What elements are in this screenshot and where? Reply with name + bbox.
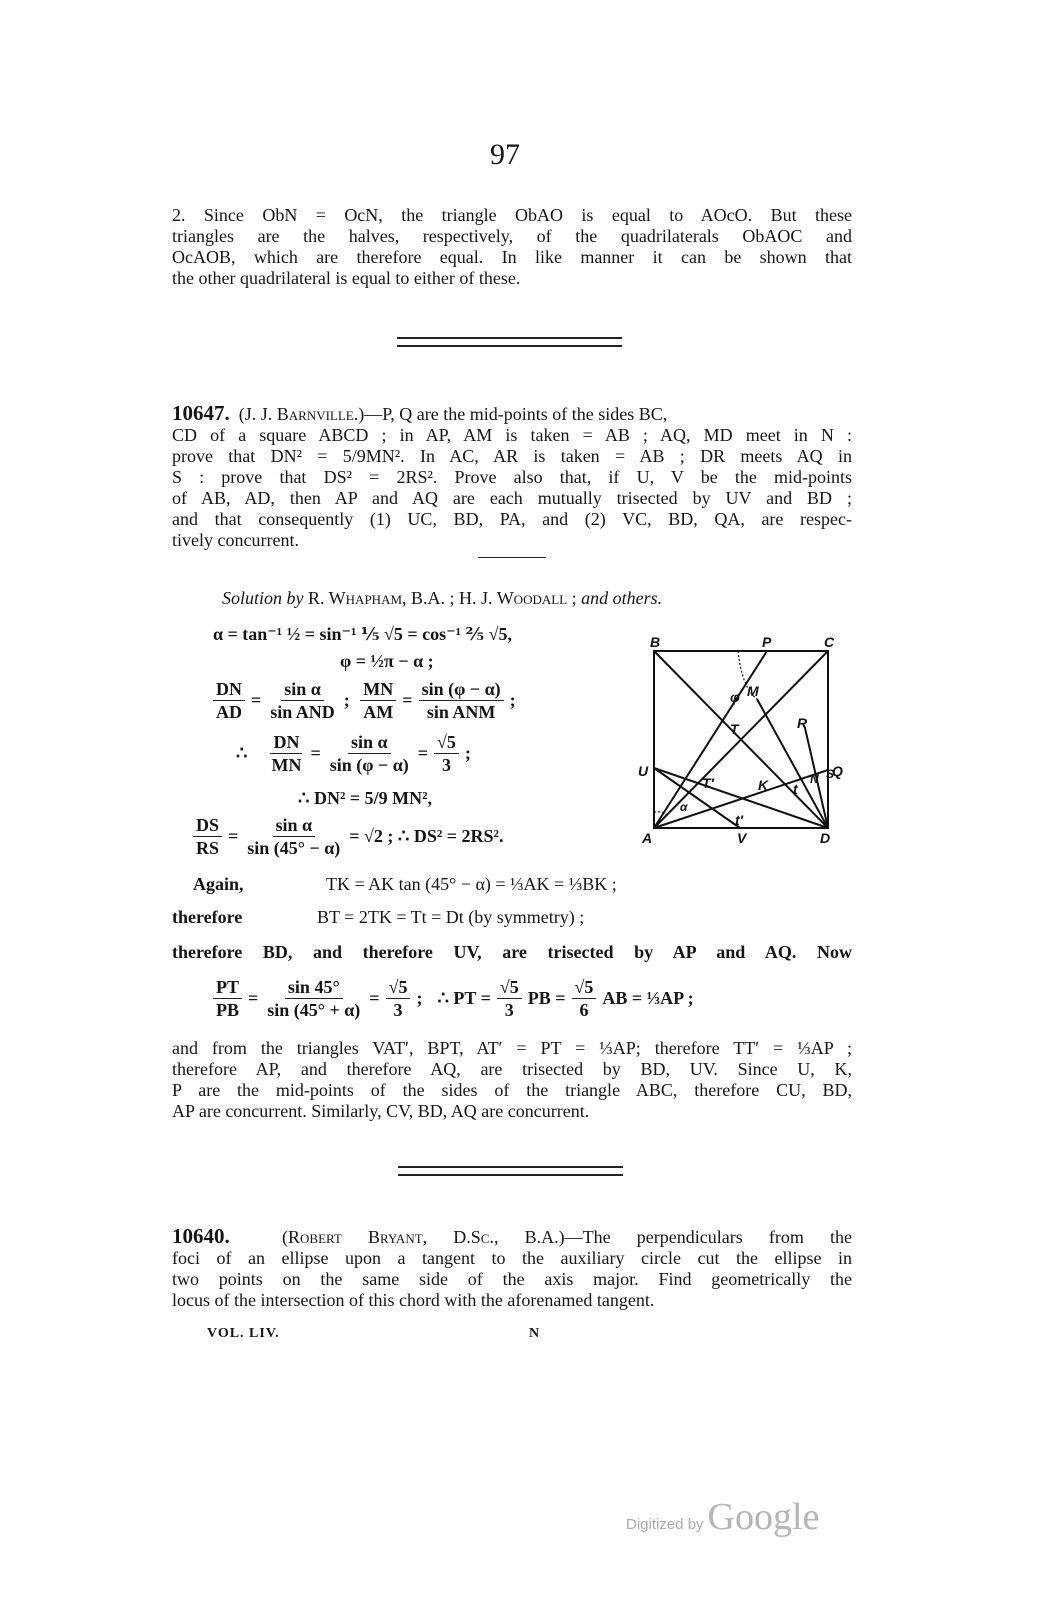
label-k: K xyxy=(758,777,769,793)
label-q: Q xyxy=(832,763,843,779)
solution-authors: R. Whapham, B.A. ; H. J. Woodall ; xyxy=(308,588,577,608)
denominator: sin (φ − α) xyxy=(329,755,409,775)
denominator: 3 xyxy=(393,1000,403,1020)
label-t-small-prime: t′ xyxy=(735,812,744,828)
label-b: B xyxy=(650,634,661,650)
section-divider xyxy=(397,337,622,347)
again-label: Again, xyxy=(193,874,244,894)
numerator: √5 xyxy=(386,976,411,999)
text-line: foci of an ellipse upon a tangent to the auxiliary circle cut the ellipse in xyxy=(172,1248,852,1268)
footer-volume: VOL. LIV. xyxy=(207,1326,280,1341)
denominator: 6 xyxy=(579,1000,589,1020)
denominator: RS xyxy=(196,838,220,858)
problem-10647 xyxy=(172,403,852,551)
footer-signature: N xyxy=(529,1326,541,1341)
numerator: √5 xyxy=(572,976,597,999)
label-p: P xyxy=(762,634,772,650)
line-md xyxy=(757,699,828,828)
problem-10640 xyxy=(172,1226,852,1311)
numerator: DN xyxy=(270,731,302,754)
equation-pt-pb: $\frac{PT}{PB}$ = $\frac{\sin 45^\circ}{\sin (45^\circ + \alpha)}$ = $\frac{√5}{3}$ ; ∴ PT = $\frac{√5}{3}$ PB = $\frac{√5}{6}$ AB = ⅓AP ; xyxy=(213,976,694,1021)
numerator: √5 xyxy=(434,731,459,754)
denominator: MN xyxy=(271,755,302,775)
label-a: A xyxy=(642,830,653,846)
page-number: 97 xyxy=(490,138,520,171)
label-m: M xyxy=(747,683,759,699)
text-line: locus of the intersection of this chord with the aforenamed tangent. xyxy=(172,1290,655,1310)
text-line: two points on the same side of the axis major. Find geometrically the xyxy=(172,1269,852,1289)
equation-ds-rs: $\frac{DS}{RS}$ = $\frac{\text{sin α}}{\sin (45^\circ - \alpha)}$ = √2 ; ∴ DS² = 2RS². xyxy=(193,814,503,859)
text-line: P are the mid-points of the sides of the triangle ABC, therefore CU, BD, xyxy=(172,1080,852,1100)
text-line: S : prove that DS² = 2RS². Prove also that, if U, V be the mid-points xyxy=(172,467,852,487)
problem-number: 10640. xyxy=(172,1224,230,1248)
equation-dn-squared: ∴ DN² = 5/9 MN², xyxy=(298,788,432,808)
label-r: R xyxy=(797,715,808,731)
numerator: DS xyxy=(193,814,222,837)
denominator: sin AND xyxy=(270,702,335,722)
solution-by-label: Solution by xyxy=(222,588,304,608)
geometry-diagram xyxy=(630,630,860,850)
paragraph-2 xyxy=(172,1038,852,1122)
text-line: therefore BD, and therefore UV, are trisected by AP and AQ. Now xyxy=(172,942,852,962)
numerator: sin (φ − α) xyxy=(419,678,504,701)
denominator: sin (45° − α) xyxy=(247,838,341,858)
denominator: 3 xyxy=(504,1000,514,1020)
denominator: sin (45° + α) xyxy=(267,1000,361,1020)
denominator: AM xyxy=(363,702,394,722)
therefore-symbol: ∴ xyxy=(236,743,248,763)
line-uv xyxy=(654,768,740,828)
text-line: —The perpendiculars from the xyxy=(564,1227,853,1247)
label-t-prime: T′ xyxy=(702,775,714,791)
numerator: PT xyxy=(213,976,242,999)
short-divider xyxy=(478,557,546,558)
label-c: C xyxy=(824,634,835,650)
label-alpha: α xyxy=(680,800,688,814)
label-d: D xyxy=(820,830,831,846)
numerator: DN xyxy=(213,678,245,701)
text-line: tively concurrent. xyxy=(172,530,299,550)
denominator: AD xyxy=(216,702,242,722)
problem-author: (J. J. Barnville.) xyxy=(238,404,365,424)
text-line: 2. Since ObN = OcN, the triangle ObAO is equal to AOcO. But these xyxy=(172,205,852,225)
paragraph-1 xyxy=(172,205,852,289)
again-equation: TK = AK tan (45° − α) = ⅓AK = ⅓BK ; xyxy=(326,874,617,894)
label-t: T xyxy=(730,721,739,737)
equation-dn-ad: $\frac{DN}{AD}$ = $\frac{\text{sin α}}{\text{sin AND}}$ ; $\frac{MN}{AM}$ = $\frac{\sin (\varphi - \alpha)}{\text{sin ANM}}$ ; xyxy=(213,678,516,723)
numerator: sin α xyxy=(348,731,391,754)
watermark-prefix: Digitized by xyxy=(626,1516,704,1533)
text-line: the other quadrilateral is equal to either of these. xyxy=(172,268,521,288)
equation-text: PB = xyxy=(527,988,566,1008)
label-n: N xyxy=(810,772,819,786)
equation-text: ∴ PT = xyxy=(437,988,491,1008)
label-s: S xyxy=(826,767,835,781)
numerator: √5 xyxy=(497,976,522,999)
equation-alpha: α = tan⁻¹ ½ = sin⁻¹ ⅕ √5 = cos⁻¹ ⅖ √5, xyxy=(213,624,513,644)
text-line: and that consequently (1) UC, BD, PA, and (2) VC, BD, QA, are respec- xyxy=(172,509,852,529)
text-line: —P, Q are the mid-points of the sides BC, xyxy=(364,404,668,424)
text-line: OcAOB, which are therefore equal. In like manner it can be shown that xyxy=(172,247,852,267)
denominator: PB xyxy=(216,1000,240,1020)
trisected-line xyxy=(172,942,852,963)
equation-rest: = √2 ; ∴ DS² = 2RS². xyxy=(349,826,504,846)
text-line: of AB, AD, then AP and AQ are each mutually trisected by UV and BD ; xyxy=(172,488,852,508)
denominator: sin ANM xyxy=(426,702,496,722)
label-phi: φ xyxy=(730,689,740,705)
digitized-watermark xyxy=(626,1495,819,1539)
label-small-t: t xyxy=(793,781,798,797)
text-line: prove that DN² = 5/9MN². In AC, AR is taken = AB ; DR meets AQ in xyxy=(172,446,852,466)
text-line: CD of a square ABCD ; in AP, AM is taken = AB ; AQ, MD meet in N : xyxy=(172,425,852,445)
denominator: 3 xyxy=(441,755,451,775)
label-v: V xyxy=(737,830,747,846)
numerator: sin α xyxy=(281,678,324,701)
therefore-label: therefore xyxy=(172,907,243,927)
numerator: sin α xyxy=(273,814,316,837)
equation-dn-mn: ∴ $\frac{DN}{MN}$ = $\frac{\text{sin α}}{\sin (\varphi - \alpha)}$ = $\frac{√5}{3}$ ; xyxy=(236,732,471,775)
equation-phi: φ = ½π − α ; xyxy=(340,651,434,671)
text-line: triangles are the halves, respectively, of the quadrilaterals ObAOC and xyxy=(172,226,852,246)
numerator: sin 45° xyxy=(285,976,343,999)
equation-text: AB = ⅓AP ; xyxy=(602,988,694,1008)
solution-others: and others. xyxy=(581,588,663,608)
therefore-equation: BT = 2TK = Tt = Dt (by symmetry) ; xyxy=(317,907,585,927)
solution-credit xyxy=(222,588,662,609)
label-u: U xyxy=(638,763,649,779)
section-divider xyxy=(398,1166,623,1176)
google-logo: Google xyxy=(707,1496,820,1538)
text-line: AP are concurrent. Similarly, CV, BD, AQ are concurrent. xyxy=(172,1101,590,1121)
problem-number: 10647. xyxy=(172,401,230,425)
problem-author: (Robert Bryant, D.Sc., B.A.) xyxy=(282,1227,565,1247)
text-line: and from the triangles VAT′, BPT, AT′ = PT = ⅓AP; therefore TT′ = ⅓AP ; xyxy=(172,1038,852,1058)
numerator: MN xyxy=(360,678,396,701)
text-line: therefore AP, and therefore AQ, are trisected by BD, UV. Since U, K, xyxy=(172,1059,852,1079)
